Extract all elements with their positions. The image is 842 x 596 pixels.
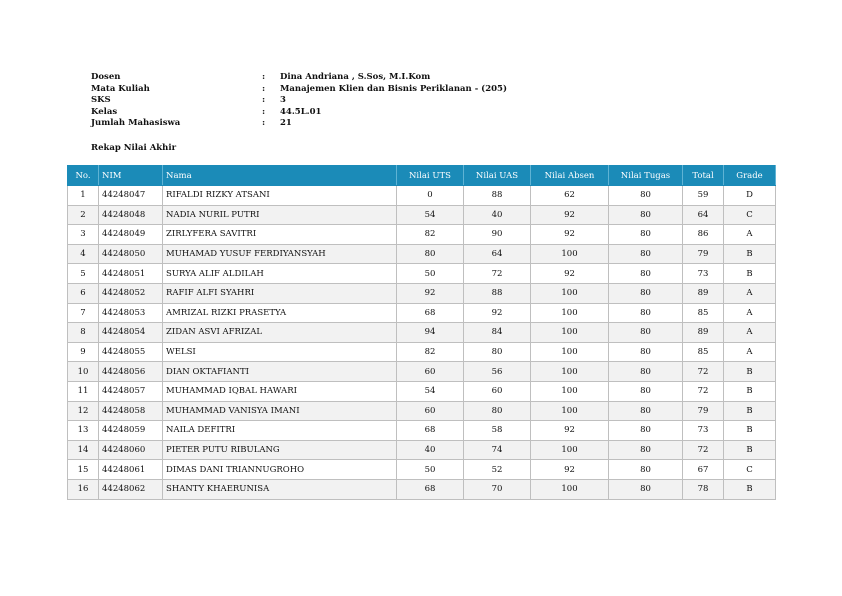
cell-uas: 58 (464, 421, 531, 441)
table-row (68, 460, 776, 480)
cell-uas: 80 (464, 401, 531, 421)
cell-name: SHANTY KHAERUNISA (163, 479, 397, 499)
cell-grade: B (724, 264, 776, 284)
table-row (68, 205, 776, 225)
cell-total: 86 (683, 225, 724, 245)
table-row (68, 186, 776, 206)
cell-nim: 44248047 (99, 186, 163, 206)
cell-name: AMRIZAL RIZKI PRASETYA (163, 303, 397, 323)
header-absen: Nilai Absen (531, 166, 609, 186)
cell-no: 14 (68, 440, 99, 460)
cell-total: 73 (683, 264, 724, 284)
header-uas: Nilai UAS (464, 166, 531, 186)
cell-total: 72 (683, 362, 724, 382)
cell-uas: 60 (464, 381, 531, 401)
grades-table (67, 165, 776, 500)
cell-nim: 44248062 (99, 479, 163, 499)
cell-uts: 50 (397, 460, 464, 480)
header-grade: Grade (724, 166, 776, 186)
table-row (68, 421, 776, 441)
cell-nim: 44248056 (99, 362, 163, 382)
cell-no: 9 (68, 342, 99, 362)
info-row-course (91, 84, 507, 96)
cell-uts: 68 (397, 479, 464, 499)
info-label: SKS (91, 95, 111, 106)
cell-name: MUHAMMAD IQBAL HAWARI (163, 381, 397, 401)
cell-nim: 44248055 (99, 342, 163, 362)
table-row (68, 342, 776, 362)
table-row (68, 362, 776, 382)
cell-uas: 64 (464, 244, 531, 264)
cell-total: 89 (683, 283, 724, 303)
header-nim: NIM (99, 166, 163, 186)
table-row (68, 244, 776, 264)
cell-absen: 100 (531, 440, 609, 460)
cell-tugas: 80 (609, 283, 683, 303)
info-row-lecturer (91, 72, 507, 84)
info-value: 44.5L.01 (280, 106, 322, 117)
cell-total: 79 (683, 244, 724, 264)
cell-tugas: 80 (609, 323, 683, 343)
cell-absen: 62 (531, 186, 609, 206)
cell-tugas: 80 (609, 401, 683, 421)
cell-no: 4 (68, 244, 99, 264)
table-row (68, 440, 776, 460)
cell-nim: 44248054 (99, 323, 163, 343)
table-body (68, 186, 776, 500)
cell-grade: B (724, 244, 776, 264)
cell-name: MUHAMMAD VANISYA IMANI (163, 401, 397, 421)
cell-uas: 74 (464, 440, 531, 460)
cell-nim: 44248058 (99, 401, 163, 421)
cell-uts: 50 (397, 264, 464, 284)
cell-tugas: 80 (609, 186, 683, 206)
cell-uas: 88 (464, 186, 531, 206)
cell-absen: 100 (531, 401, 609, 421)
cell-grade: B (724, 479, 776, 499)
cell-nim: 44248057 (99, 381, 163, 401)
header-tugas: Nilai Tugas (609, 166, 683, 186)
cell-uts: 54 (397, 205, 464, 225)
cell-grade: B (724, 381, 776, 401)
cell-name: NAILA DEFITRI (163, 421, 397, 441)
cell-uas: 40 (464, 205, 531, 225)
cell-uts: 0 (397, 186, 464, 206)
cell-total: 72 (683, 381, 724, 401)
cell-total: 72 (683, 440, 724, 460)
info-colon: : (262, 83, 266, 94)
cell-no: 8 (68, 323, 99, 343)
cell-uts: 40 (397, 440, 464, 460)
cell-grade: D (724, 186, 776, 206)
cell-tugas: 80 (609, 460, 683, 480)
cell-name: MUHAMAD YUSUF FERDIYANSYAH (163, 244, 397, 264)
cell-nim: 44248048 (99, 205, 163, 225)
cell-grade: A (724, 283, 776, 303)
cell-uas: 84 (464, 323, 531, 343)
table-row (68, 323, 776, 343)
cell-uts: 80 (397, 244, 464, 264)
cell-uas: 70 (464, 479, 531, 499)
cell-absen: 100 (531, 244, 609, 264)
cell-no: 13 (68, 421, 99, 441)
info-colon: : (262, 95, 266, 106)
table-row (68, 225, 776, 245)
cell-absen: 100 (531, 362, 609, 382)
cell-no: 3 (68, 225, 99, 245)
info-value: Dina Andriana , S.Sos, M.I.Kom (280, 72, 431, 82)
info-label: Dosen (91, 72, 121, 82)
cell-name: NADIA NURIL PUTRI (163, 205, 397, 225)
table-row (68, 283, 776, 303)
cell-name: ZIRLYFERA SAVITRI (163, 225, 397, 245)
info-label: Kelas (91, 106, 118, 117)
table-header-row (68, 166, 776, 186)
cell-absen: 92 (531, 264, 609, 284)
cell-nim: 44248051 (99, 264, 163, 284)
info-row-credits (91, 95, 507, 107)
cell-no: 6 (68, 283, 99, 303)
cell-total: 78 (683, 479, 724, 499)
table-row (68, 303, 776, 323)
info-colon: : (262, 106, 266, 117)
cell-tugas: 80 (609, 205, 683, 225)
cell-no: 2 (68, 205, 99, 225)
cell-total: 67 (683, 460, 724, 480)
cell-uts: 94 (397, 323, 464, 343)
cell-grade: A (724, 342, 776, 362)
header-name: Nama (163, 166, 397, 186)
info-colon: : (262, 118, 266, 129)
cell-tugas: 80 (609, 440, 683, 460)
cell-grade: B (724, 401, 776, 421)
header-uts: Nilai UTS (397, 166, 464, 186)
header-total: Total (683, 166, 724, 186)
cell-uts: 82 (397, 225, 464, 245)
header-no: No. (68, 166, 99, 186)
cell-grade: C (724, 460, 776, 480)
cell-name: ZIDAN ASVI AFRIZAL (163, 323, 397, 343)
cell-grade: B (724, 362, 776, 382)
table-row (68, 401, 776, 421)
cell-name: PIETER PUTU RIBULANG (163, 440, 397, 460)
cell-uas: 88 (464, 283, 531, 303)
cell-nim: 44248059 (99, 421, 163, 441)
cell-grade: B (724, 421, 776, 441)
cell-total: 64 (683, 205, 724, 225)
cell-absen: 100 (531, 283, 609, 303)
cell-no: 1 (68, 186, 99, 206)
cell-grade: A (724, 323, 776, 343)
cell-grade: B (724, 440, 776, 460)
info-value: 3 (280, 95, 286, 106)
cell-uts: 60 (397, 362, 464, 382)
cell-nim: 44248060 (99, 440, 163, 460)
cell-no: 12 (68, 401, 99, 421)
cell-tugas: 80 (609, 342, 683, 362)
cell-absen: 100 (531, 303, 609, 323)
cell-nim: 44248049 (99, 225, 163, 245)
cell-tugas: 80 (609, 244, 683, 264)
table-row (68, 381, 776, 401)
cell-total: 79 (683, 401, 724, 421)
cell-uts: 82 (397, 342, 464, 362)
cell-name: SURYA ALIF ALDILAH (163, 264, 397, 284)
cell-grade: A (724, 303, 776, 323)
cell-nim: 44248052 (99, 283, 163, 303)
info-row-class (91, 107, 507, 119)
cell-tugas: 80 (609, 264, 683, 284)
cell-tugas: 80 (609, 303, 683, 323)
cell-no: 11 (68, 381, 99, 401)
cell-absen: 100 (531, 381, 609, 401)
cell-grade: C (724, 205, 776, 225)
cell-no: 7 (68, 303, 99, 323)
cell-name: WELSI (163, 342, 397, 362)
cell-name: RAFIF ALFI SYAHRI (163, 283, 397, 303)
cell-name: DIAN OKTAFIANTI (163, 362, 397, 382)
cell-no: 5 (68, 264, 99, 284)
cell-total: 73 (683, 421, 724, 441)
info-row-student-count (91, 118, 507, 130)
cell-absen: 100 (531, 323, 609, 343)
info-label: Jumlah Mahasiswa (91, 118, 181, 129)
cell-uas: 92 (464, 303, 531, 323)
cell-no: 16 (68, 479, 99, 499)
cell-absen: 100 (531, 479, 609, 499)
cell-absen: 92 (531, 421, 609, 441)
info-label: Mata Kuliah (91, 83, 150, 94)
cell-tugas: 80 (609, 362, 683, 382)
cell-name: DIMAS DANI TRIANNUGROHO (163, 460, 397, 480)
cell-uts: 92 (397, 283, 464, 303)
info-value: Manajemen Klien dan Bisnis Periklanan - (205) (280, 83, 507, 94)
info-colon: : (262, 72, 266, 82)
course-info (91, 72, 507, 130)
cell-tugas: 80 (609, 225, 683, 245)
cell-total: 89 (683, 323, 724, 343)
cell-nim: 44248053 (99, 303, 163, 323)
cell-absen: 100 (531, 342, 609, 362)
cell-tugas: 80 (609, 381, 683, 401)
table-row (68, 479, 776, 499)
cell-uas: 56 (464, 362, 531, 382)
cell-uas: 90 (464, 225, 531, 245)
cell-grade: A (724, 225, 776, 245)
cell-no: 15 (68, 460, 99, 480)
cell-tugas: 80 (609, 479, 683, 499)
cell-uts: 54 (397, 381, 464, 401)
cell-nim: 44248061 (99, 460, 163, 480)
cell-tugas: 80 (609, 421, 683, 441)
cell-total: 85 (683, 342, 724, 362)
cell-absen: 92 (531, 205, 609, 225)
cell-absen: 92 (531, 460, 609, 480)
cell-uas: 72 (464, 264, 531, 284)
cell-total: 85 (683, 303, 724, 323)
table-row (68, 264, 776, 284)
cell-uas: 80 (464, 342, 531, 362)
cell-absen: 92 (531, 225, 609, 245)
cell-uts: 68 (397, 421, 464, 441)
info-value: 21 (280, 118, 292, 129)
cell-uas: 52 (464, 460, 531, 480)
cell-total: 59 (683, 186, 724, 206)
cell-uts: 68 (397, 303, 464, 323)
cell-no: 10 (68, 362, 99, 382)
cell-nim: 44248050 (99, 244, 163, 264)
cell-uts: 60 (397, 401, 464, 421)
cell-name: RIFALDI RIZKY ATSANI (163, 186, 397, 206)
section-title: Rekap Nilai Akhir (91, 143, 177, 153)
